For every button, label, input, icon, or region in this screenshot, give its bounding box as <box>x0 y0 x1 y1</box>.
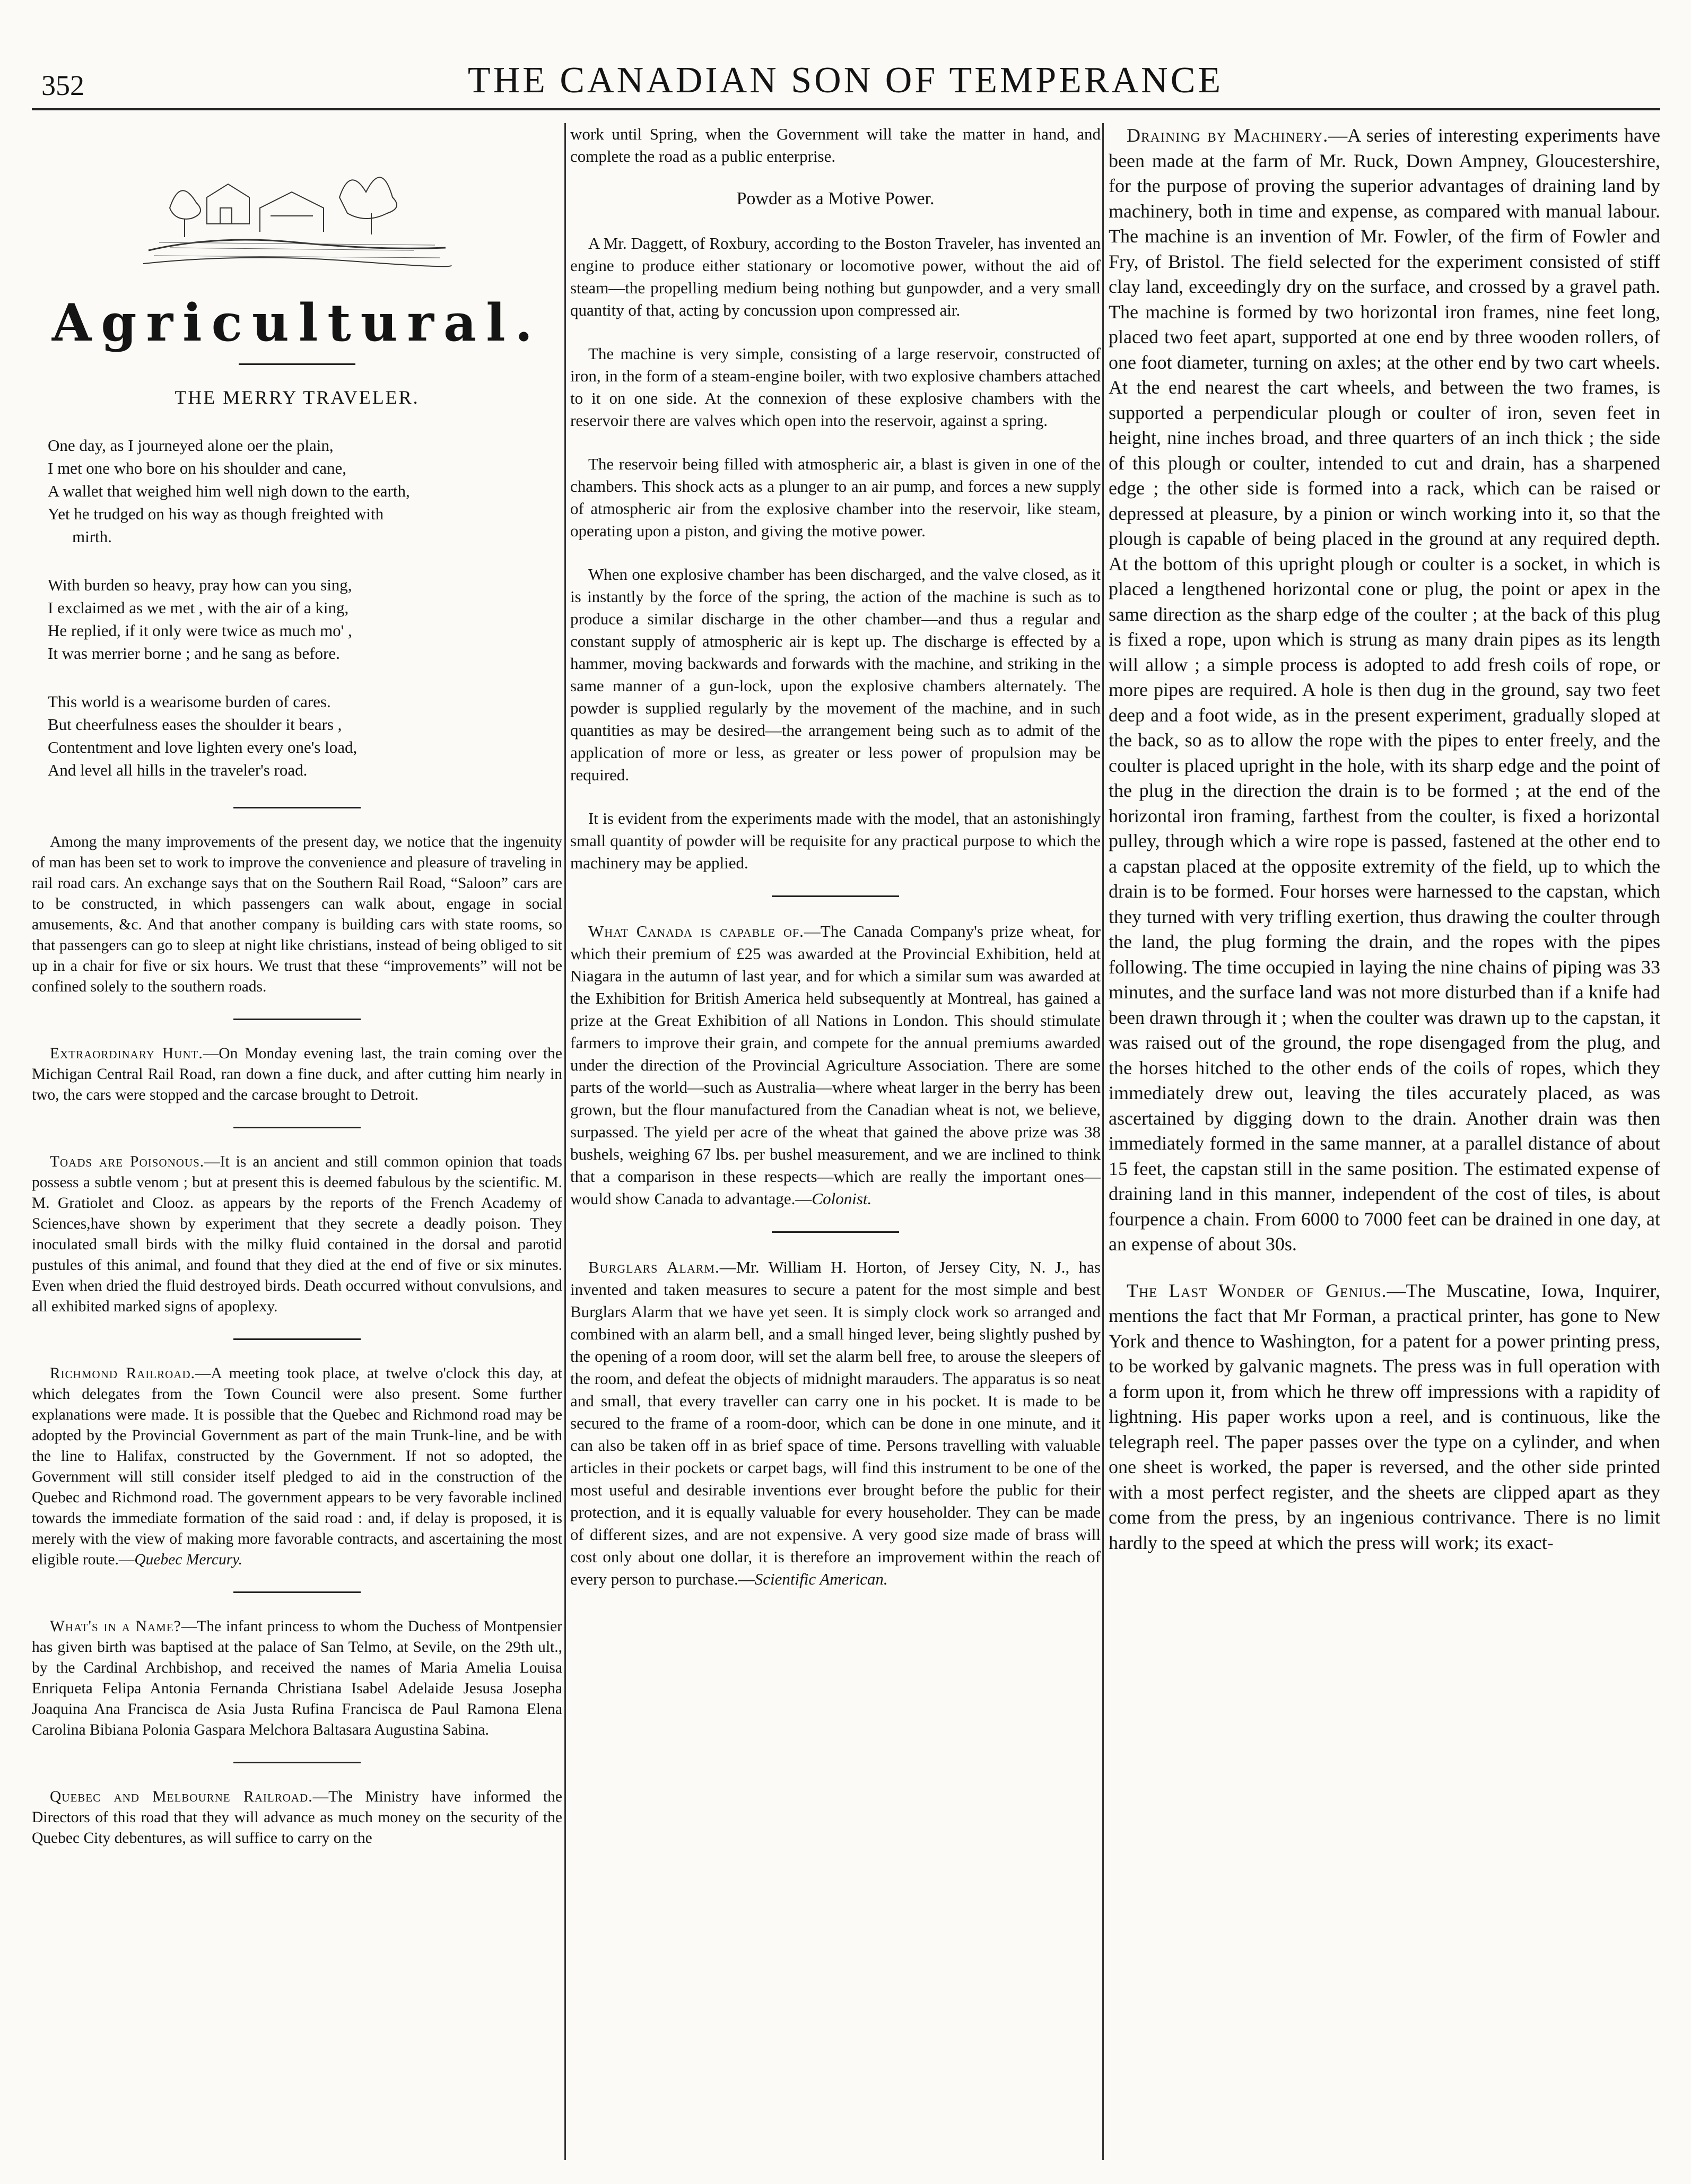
farm-scene-engraving <box>138 144 456 277</box>
article-paragraph: The reservoir being filled with atmospheric air, a blast is given in one of the chambers. This shock acts as a plunger to an air pump, and forces a new supply of atmospheric air from the explosive chamber into the reservoir, like steam, operating upon a piston, and giving the motive power. <box>570 455 1101 540</box>
poem-line: Yet he trudged on his way as though freighted with <box>48 504 384 523</box>
article-paragraph: It is evident from the experiments made with the model, that an astonishingly small quantity of powder will be requisite for any practical purpose to which the machinery may be applied. <box>570 809 1101 872</box>
article-lead: Quebec and Melbourne Railroad. <box>50 1788 313 1805</box>
poem-line: Contentment and love lighten every one's load, <box>48 738 358 756</box>
header-rule <box>32 108 1660 110</box>
poem-stanza <box>48 573 562 665</box>
separator <box>233 1127 361 1128</box>
article-body: —Mr. William H. Horton, of Jersey City, N. J., has invented and taken measures to secure a patent for the most simple and best Burglars Alarm that we have yet seen. It is simply clock work so arranged and combined with an alarm bell, and a small hinged lever, being slightly pushed by the opening of a room door, will set the alarm bell free, to arouse the sleepers of the room, and defeat the objects of midnight marauders. The apparatus is so neat and small, that every traveller can carry one in his pocket. It is made to be secured to the frame of a room-door, which can be done in one minute, and it can also be taken off in as brief space of time. Persons travelling with valuable articles in their pockets or carpet bags, will find this instrument to be one of the most useful and desirable inventions ever brought before the public for their protection, and it is equally valuable for every householder. They can be made of different sizes, and are not expensive. A very good size made of brass will cost only about one dollar, it is therefore an improvement within the reach of every person to purchase.— <box>570 1258 1101 1588</box>
separator <box>772 895 899 897</box>
article-paragraph <box>570 920 1101 1210</box>
poem-line: One day, as I journeyed alone oer the plain, <box>48 436 334 455</box>
separator <box>233 807 361 808</box>
article-paragraph <box>1109 123 1660 1257</box>
article-lead: Burglars Alarm. <box>588 1258 720 1276</box>
poem-line: This world is a wearisome burden of cares. <box>48 692 331 711</box>
article-source: Colonist. <box>812 1189 872 1208</box>
section-rule <box>239 363 355 365</box>
article-paragraph: When one explosive chamber has been discharged, and the valve closed, as it is instantly by the force of the spring, the action of the machine is such as to produce a similar discharge in the other chamber—and thus a regular and constant supply of atmospheric air is kept up. The discharge is effected by a hammer, moving backwards and forwards with the machine, and striking in the same manner of a gun-lock, upon the explosive chambers alternately. The powder is supplied regularly by the movement of the machine, and in such quantities as may be desired—the arrangement being such as to admit of the application of more or less, as greater or less power of propulsion may be required. <box>570 565 1101 784</box>
article-paragraph <box>32 1043 562 1106</box>
poem-line: I exclaimed as we met , with the air of a king, <box>48 598 349 617</box>
separator <box>233 1338 361 1340</box>
article-lead: What's in a Name? <box>50 1618 181 1635</box>
article-body: —On Monday evening last, the train coming over the Michigan Central Rail Road, ran down a fine duck, and after cutting him nearly in two, the cars were stopped and the carcase brought to Detroit. <box>32 1045 562 1103</box>
column-2 <box>570 123 1101 2171</box>
page-number: 352 <box>41 69 84 101</box>
column-3 <box>1109 123 1660 2171</box>
separator <box>233 1019 361 1020</box>
article-source: Quebec Mercury. <box>134 1551 243 1568</box>
article-body: Among the many improvements of the present day, we notice that the ingenuity of man has been set to work to improve the convenience and pleasure of traveling in rail road cars. An exchange says that on the Southern Rail Road, “Saloon” cars are to be constructed, in which passengers can walk about, engage in social amusements, &c. And that another company is building cars with state rooms, so that passengers can go to sleep at night like christians, instead of being obliged to sit up in a chair for five or six hours. We trust that these “improvements” will not be confined solely to the southern roads. <box>32 833 562 995</box>
column-1-articles <box>32 832 562 1849</box>
poem-line: It was merrier borne ; and he sang as before. <box>48 644 340 663</box>
column-rule-2 <box>1102 123 1104 2160</box>
article-body: —The Muscatine, Iowa, Inquirer, mentions the fact that Mr Forman, a practical printer, has gone to New York and thence to Washington, for a patent for a power printing press, to be worked by galvanic magnets. The press was in full operation with a form upon it, from which he threw off impressions with a rapidity of lightning. His paper works upon a reel, and is continuous, like the telegraph reel. The paper passes over the type on a cylinder, and when one sheet is worked, the paper is reversed, and the other side printed with a most perfect register, and the sheets are clipped apart as they come from the press, by an ingenious contrivance. There is no limit hardly to the speed at which the press will work; its exact- <box>1109 1280 1660 1553</box>
article-lead: Richmond Railroad. <box>50 1365 195 1382</box>
poem-line: A wallet that weighed him well nigh down to the earth, <box>48 482 410 500</box>
column-1 <box>32 123 562 2171</box>
poem <box>32 434 562 781</box>
article-body: —The infant princess to whom the Duchess of Montpensier has given birth was baptised at the palace of San Telmo, at Sevile, on the 29th ult., by the Cardinal Archbishop, and received the names of Maria Amelia Louisa Enriqueta Felipa Antonia Fernanda Christiana Isabel Adelaide Jesusa Josepha Joaquina Ana Francisca de Asia Justa Rufina Francisca de Paul Ramona Elena Carolina Bibiana Polonia Gaspara Melchora Baltasara Augustina Sabina. <box>32 1618 562 1738</box>
publication-title: THE CANADIAN SON OF TEMPERANCE <box>467 60 1224 101</box>
article-paragraph <box>32 1363 562 1570</box>
column-2-articles <box>570 920 1101 1590</box>
article-source: Scientific American. <box>754 1570 888 1588</box>
poem-line: mirth. <box>72 527 112 546</box>
poem-line: And level all hills in the traveler's road. <box>48 761 308 779</box>
article-paragraph <box>32 1787 562 1849</box>
article-body: —The Canada Company's prize wheat, for which their premium of £25 was awarded at the Provincial Exhibition, held at Niagara in the autumn of last year, and for which a similar sum was awarded at the Exhibition for British America held subsequently at Montreal, has gained a prize at the Great Exhibition of all Nations in London. This should stimulate farmers to improve their grain, and compete for the annual premiums awarded under the direction of the Provincial Agriculture Association. There are some parts of the world—such as Australia—where wheat larger in the berry has been grown, but the flour manufactured from the Canadian wheat is not, we believe, surpassed. The yield per acre of the wheat that gained the above prize was 38 bushels, weighing 67 lbs. per bushel measurement, and we are inclined to think that a comparison in these respects—which are really the important ones—would show Canada to advantage.— <box>570 922 1101 1208</box>
poem-title: THE MERRY TRAVELER. <box>175 387 420 408</box>
column-3-articles <box>1109 123 1660 1555</box>
poem-line: I met one who bore on his shoulder and cane, <box>48 459 347 477</box>
article-body: —A series of interesting experiments have been made at the farm of Mr. Ruck, Down Ampney, Gloucestershire, for the purpose of proving the superior advantages of draining land by machinery, both in time and expense, as compared with manual labour. The machine is an invention of Mr. Fowler, of the firm of Fowler and Fry, of Bristol. The field selected for the experiment consisted of stiff clay land, exceedingly dry on the surface, and crossed by a gravel path. The machine is formed by two horizontal iron frames, nine feet long, placed two feet apart, supported at one end by three wooden rollers, of one foot diameter, turning on axles; at the other end by two cart wheels. At the end nearest the cart wheels, and between the two frames, is supported a perpendicular plough or coulter of iron, seven feet in height, nine inches broad, and three quarters of an inch thick ; the side of this plough or coulter, intended to cut and drain, has a sharpened edge ; the other side is formed into a rack, which can be raised or depressed at pleasure, by a pinion or winch working into it, so that the plough is capable of being placed in the ground at any required depth. At the bottom of this upright plough or coulter is a socket, in which is placed a lengthened horizontal cone or plug, the point or apex in the same direction as the sharp edge of the coulter ; at the back of this plug is fixed a rope, upon which is strung as many drain pipes as its length will allow ; a simple process is adopted to add fresh coils of rope, or more pipes are required. A hole is then dug in the ground, say two feet deep and a foot wide, as in the present experiment, gradually sloped at the back, so as to allow the rope with the pipes to enter freely, and the coulter is placed upright in the hole, with its sharp edge and the point of the plug in the direction the drain is to be formed ; at the end of the horizontal iron framing, farthest from the coulter, is fixed a horizontal pulley, through which a wire rope is passed, fastened at the other end to a capstan placed at the opposite extremity of the field, up to which the drain is to be formed. Four horses were harnessed to the capstan, which they turned with very trifling exertion, thus drawing the coulter through the land, the plug forming the drain, and the ropes with the pipes following. The time occupied in laying the nine chains of piping was 33 minutes, and the surface land was not more disturbed than if a knife had been drawn through it ; when the coulter was drawn up to the capstan, it was raised out of the ground, the rope disengaged from the plug, and the horses hitched to the other ends of the coils of ropes, which they immediately drew out, leaving the tiles accurately placed, as was ascertained by digging down to the drain. Another drain was then immediately formed in the same manner, at a parallel distance of about 15 feet, the capstan still in the same position. The estimated expense of draining land in this manner, independent of the cost of tiles, is about fourpence a chain. From 6000 to 7000 feet can be drained in one day, at an expense of about 30s. <box>1109 125 1660 1255</box>
article-lead: Extraordinary Hunt. <box>50 1045 203 1062</box>
article-paragraph <box>32 832 562 997</box>
section-heading: Agricultural. <box>51 293 543 353</box>
poem-stanza <box>48 690 562 781</box>
article-paragraph <box>32 1152 562 1317</box>
article-title: Powder as a Motive Power. <box>736 189 935 208</box>
powder-article <box>570 232 1101 874</box>
poem-line: With burden so heavy, pray how can you sing, <box>48 576 352 594</box>
separator <box>772 1231 899 1233</box>
poem-line: But cheerfulness eases the shoulder it bears , <box>48 715 342 734</box>
article-paragraph: A Mr. Daggett, of Roxbury, according to the Boston Traveler, has invented an engine to produce either stationary or locomotive power, without the aid of steam—the propelling medium being nothing but gunpowder, and a very small quantity of that, acting by concussion upon compressed air. <box>570 234 1101 319</box>
column-rule-1 <box>564 123 566 2160</box>
masthead <box>0 0 1691 106</box>
poem-stanza <box>48 434 562 548</box>
separator <box>233 1762 361 1763</box>
article-lead: The Last Wonder of Genius. <box>1127 1280 1387 1301</box>
article-paragraph <box>570 1256 1101 1590</box>
poem-line: He replied, if it only were twice as much mo' , <box>48 621 352 640</box>
continuation-paragraph: work until Spring, when the Government will take the matter in hand, and complete the road as a public enterprise. <box>570 125 1101 166</box>
article-paragraph: The machine is very simple, consisting of a large reservoir, constructed of iron, in the form of a steam-engine boiler, with two explosive chambers attached to it on one side. At the connexion of these explosive chambers with the reservoir there are valves which open into the reservoir, against a spring. <box>570 344 1101 430</box>
article-lead: Toads are Poisonous. <box>50 1153 205 1170</box>
article-body: —It is an ancient and still common opinion that toads possess a subtle venom ; but at present this is deemed fabulous by the scientific. M. M. Gratiolet and Clooz. as appears by the reports of the French Academy of Sciences,have shown by experiment that they secrete a deadly poison. They inoculated small birds with the milky fluid contained in the dorsal and parotid pustules of this animal, and found that they died at the end of five or six minutes. Even when dried the fluid destroyed birds. Death occurred without convulsions, and all exhibited marked signs of apoplexy. <box>32 1153 562 1315</box>
article-paragraph <box>1109 1278 1660 1556</box>
article-body: —A meeting took place, at twelve o'clock this day, at which delegates from the Town Council were also present. Some further explanations were made. It is possible that the Quebec and Richmond road may be adopted by the Provincial Government as part of the main Trunk-line, and be with the line to Halifax, constructed by the Government. If not so adopted, the Government will still consider itself pledged to aid in the construction of the Quebec and Richmond road. The government appears to be very favorable inclined towards the immediate formation of the said road : and, if delay is proposed, it is merely with the view of making more favorable contracts, and ascertaining the most eligible route.— <box>32 1365 562 1568</box>
article-lead: What Canada is capable of. <box>588 922 804 941</box>
article-paragraph <box>32 1616 562 1741</box>
article-body: —The Ministry have informed the Directors of this road that they will advance as much money on the security of the Quebec City debentures, as will suffice to carry on the <box>32 1788 562 1847</box>
article-lead: Draining by Machinery. <box>1127 125 1329 146</box>
separator <box>233 1591 361 1593</box>
